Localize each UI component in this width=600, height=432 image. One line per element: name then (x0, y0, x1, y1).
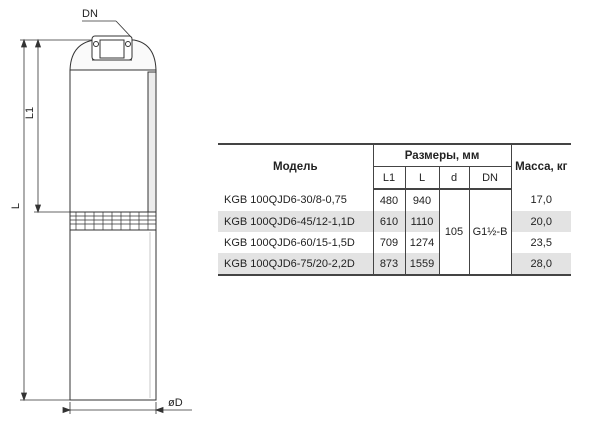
cell-model: KGB 100QJD6-60/15-1,5D (218, 232, 373, 253)
cell-mass: 28,0 (511, 253, 571, 275)
table-row (218, 211, 571, 232)
cell-mass: 17,0 (511, 189, 571, 211)
cell-l1: 480 (373, 189, 405, 211)
cell-l: 940 (405, 189, 439, 211)
header-dimensions: Размеры, мм (373, 144, 511, 167)
diameter-label: øD (168, 397, 183, 409)
pump-drawing (0, 0, 215, 432)
cell-model: KGB 100QJD6-45/12-1,1D (218, 211, 373, 232)
cell-mass: 20,0 (511, 211, 571, 232)
header-l1: L1 (373, 167, 405, 190)
pump-outlet-head (70, 36, 156, 72)
cell-dn-shared: G1½-B (469, 189, 511, 275)
cell-mass: 23,5 (511, 232, 571, 253)
spec-table (218, 143, 571, 276)
cell-l1: 709 (373, 232, 405, 253)
cell-l1: 610 (373, 211, 405, 232)
pump-body (70, 70, 156, 400)
header-model: Модель (218, 144, 373, 189)
cell-l1: 873 (373, 253, 405, 275)
table-row (218, 253, 571, 275)
dimension-l1 (34, 40, 70, 212)
header-l: L (405, 167, 439, 190)
table-row (218, 189, 571, 211)
cell-model: KGB 100QJD6-30/8-0,75 (218, 189, 373, 211)
l1-label: L1 (24, 106, 36, 120)
dn-leader-arrow (116, 21, 132, 38)
cell-d-shared: 105 (439, 189, 469, 275)
cell-l: 1110 (405, 211, 439, 232)
header-d: d (439, 167, 469, 190)
header-dn: DN (469, 167, 511, 190)
cell-l: 1274 (405, 232, 439, 253)
dn-label: DN (82, 8, 98, 20)
table-row (218, 232, 571, 253)
cell-l: 1559 (405, 253, 439, 275)
l-label: L (10, 202, 22, 210)
header-mass: Масса, кг (511, 144, 571, 189)
cell-model: KGB 100QJD6-75/20-2,2D (218, 253, 373, 275)
